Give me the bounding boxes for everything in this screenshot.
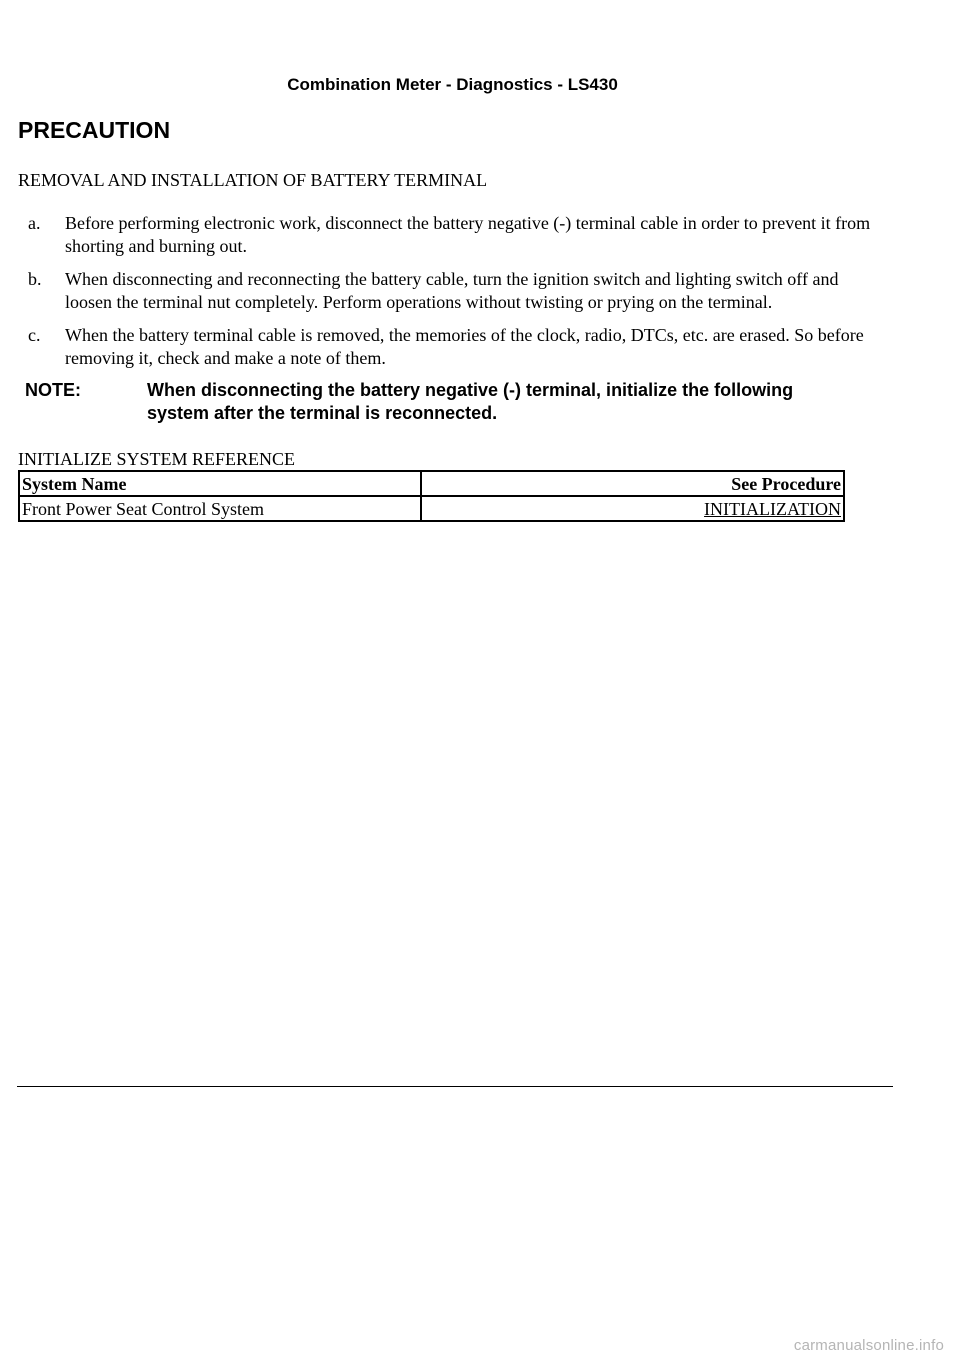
precaution-steps-list	[28, 212, 878, 380]
step-text: When disconnecting and reconnecting the battery cable, turn the ignition switch and lighting switch off and loosen the terminal nut completely. Perform operations without twisting or prying on the terminal.	[65, 269, 839, 312]
table-header-row	[19, 471, 844, 496]
procedure-cell	[421, 496, 844, 521]
list-item	[28, 212, 878, 258]
list-item	[28, 268, 878, 314]
note-text: When disconnecting the battery negative (-) terminal, initialize the following system after the terminal is reconnected.	[147, 380, 794, 423]
step-marker: a.	[28, 213, 41, 233]
step-text: Before performing electronic work, disconnect the battery negative (-) terminal cable in order to prevent it from shorting and burning out.	[65, 213, 871, 256]
step-marker: c.	[28, 325, 41, 345]
initialization-link[interactable]: INITIALIZATION	[704, 499, 841, 519]
watermark-text: carmanualsonline.info	[793, 1337, 944, 1354]
note-label: NOTE:	[25, 380, 81, 400]
list-item	[28, 324, 878, 370]
page-header-title: Combination Meter - Diagnostics - LS430	[287, 75, 618, 94]
column-header-system-name: System Name	[19, 471, 421, 496]
initialize-system-table	[18, 470, 845, 522]
step-text: When the battery terminal cable is removed, the memories of the clock, radio, DTCs, etc. are erased. So before removing it, check and make a note of them.	[65, 325, 864, 368]
footer-divider	[17, 1086, 893, 1087]
reference-title: INITIALIZE SYSTEM REFERENCE	[18, 449, 295, 469]
step-marker: b.	[28, 269, 42, 289]
subsection-title: REMOVAL AND INSTALLATION OF BATTERY TERMINAL	[18, 170, 488, 190]
table-row	[19, 496, 844, 521]
note-block	[25, 379, 855, 425]
system-name-cell: Front Power Seat Control System	[19, 496, 421, 521]
column-header-see-procedure: See Procedure	[421, 471, 844, 496]
section-title: PRECAUTION	[18, 117, 171, 143]
